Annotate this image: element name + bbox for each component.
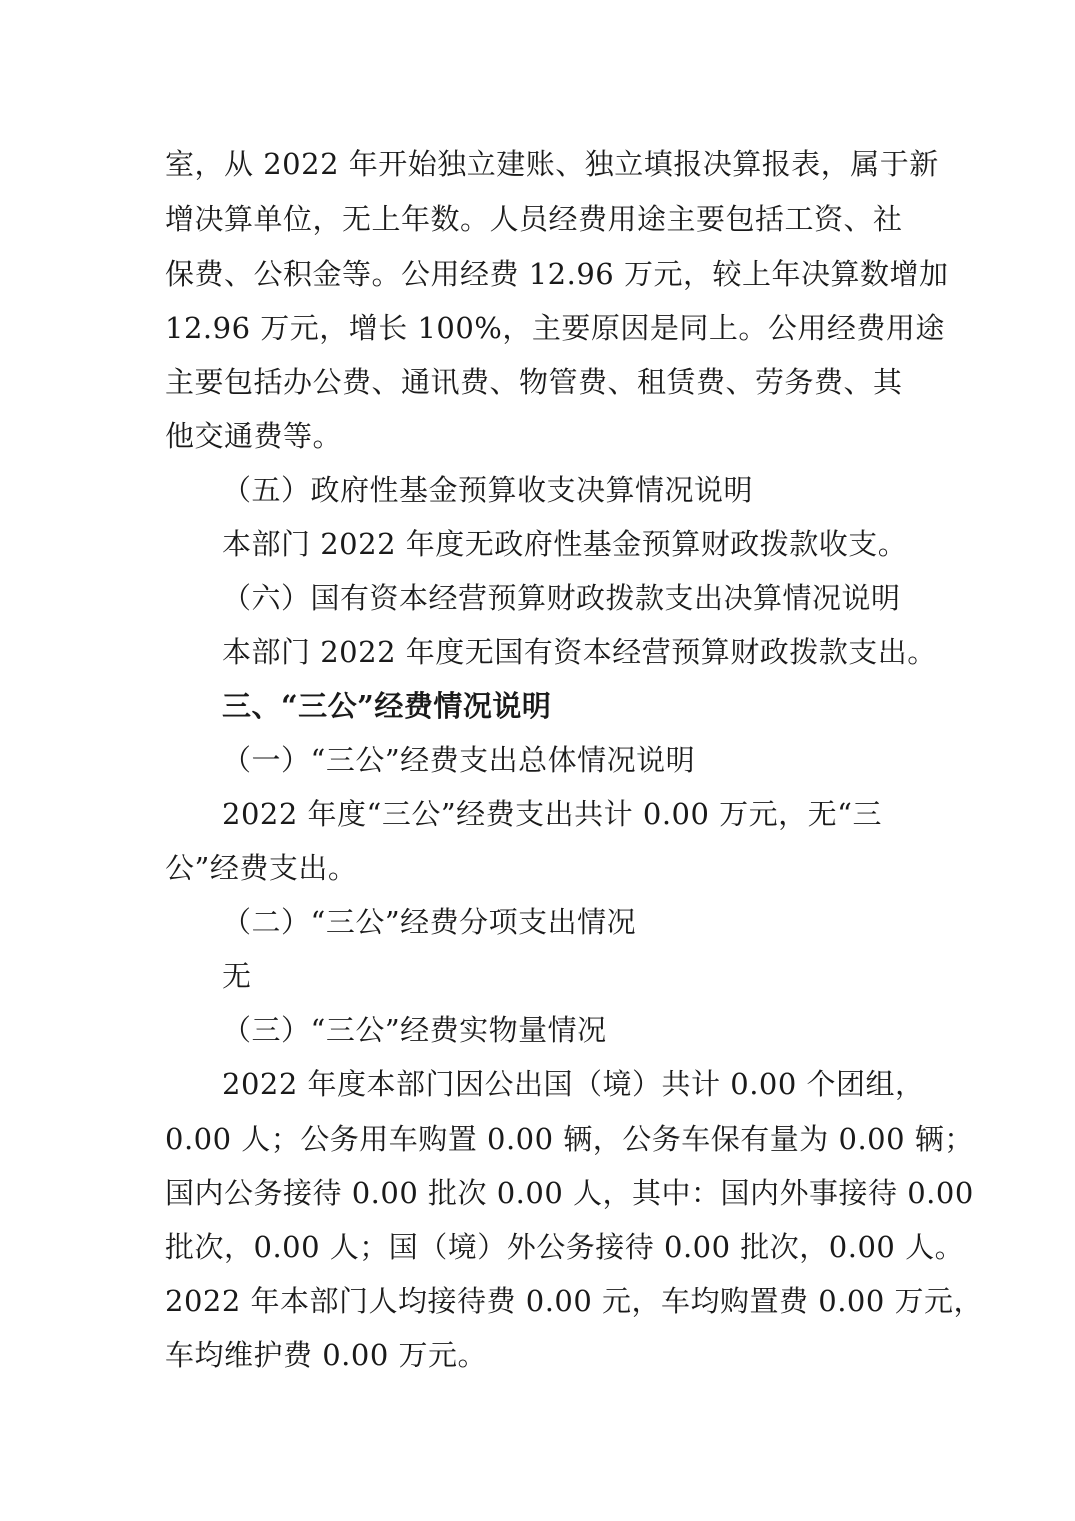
paragraph-line: 公”经费支出。 bbox=[165, 851, 358, 885]
section-heading: （二）“三公”经费分项支出情况 bbox=[222, 905, 637, 939]
paragraph-line: 增决算单位，无上年数。人员经费用途主要包括工资、社 bbox=[165, 202, 903, 236]
paragraph-line: 本部门 2022 年度无国有资本经营预算财政拨款支出。 bbox=[222, 635, 937, 669]
paragraph-line: 车均维护费 0.00 万元。 bbox=[165, 1338, 488, 1372]
paragraph-line: 2022 年本部门人均接待费 0.00 元，车均购置费 0.00 万元， bbox=[165, 1284, 984, 1318]
paragraph-line: 保费、公积金等。公用经费 12.96 万元，较上年决算数增加 bbox=[165, 257, 949, 291]
paragraph-line: 主要包括办公费、通讯费、物管费、租赁费、劳务费、其 bbox=[165, 365, 903, 399]
section-heading: （五）政府性基金预算收支决算情况说明 bbox=[222, 473, 754, 507]
section-heading: （一）“三公”经费支出总体情况说明 bbox=[222, 743, 696, 777]
paragraph-line: 0.00 人；公务用车购置 0.00 辆，公务车保有量为 0.00 辆； bbox=[165, 1122, 974, 1156]
section-heading: （三）“三公”经费实物量情况 bbox=[222, 1013, 607, 1047]
paragraph-line: 本部门 2022 年度无政府性基金预算财政拨款收支。 bbox=[222, 527, 908, 561]
paragraph-line: 室，从 2022 年开始独立建账、独立填报决算报表，属于新 bbox=[165, 147, 939, 181]
paragraph-line: 2022 年度本部门因公出国（境）共计 0.00 个团组， bbox=[222, 1067, 925, 1101]
paragraph-line: 批次，0.00 人；国（境）外公务接待 0.00 批次，0.00 人。 bbox=[165, 1230, 965, 1264]
paragraph-line: 国内公务接待 0.00 批次 0.00 人，其中：国内外事接待 0.00 bbox=[165, 1176, 974, 1210]
section-heading: （六）国有资本经营预算财政拨款支出决算情况说明 bbox=[222, 581, 901, 615]
chapter-heading: 三、“三公”经费情况说明 bbox=[222, 689, 552, 723]
paragraph-line: 2022 年度“三公”经费支出共计 0.00 万元，无“三 bbox=[222, 797, 883, 831]
paragraph-line: 他交通费等。 bbox=[165, 419, 343, 453]
paragraph-line: 12.96 万元，增长 100%，主要原因是同上。公用经费用途 bbox=[165, 311, 945, 345]
paragraph-line: 无 bbox=[222, 959, 252, 993]
